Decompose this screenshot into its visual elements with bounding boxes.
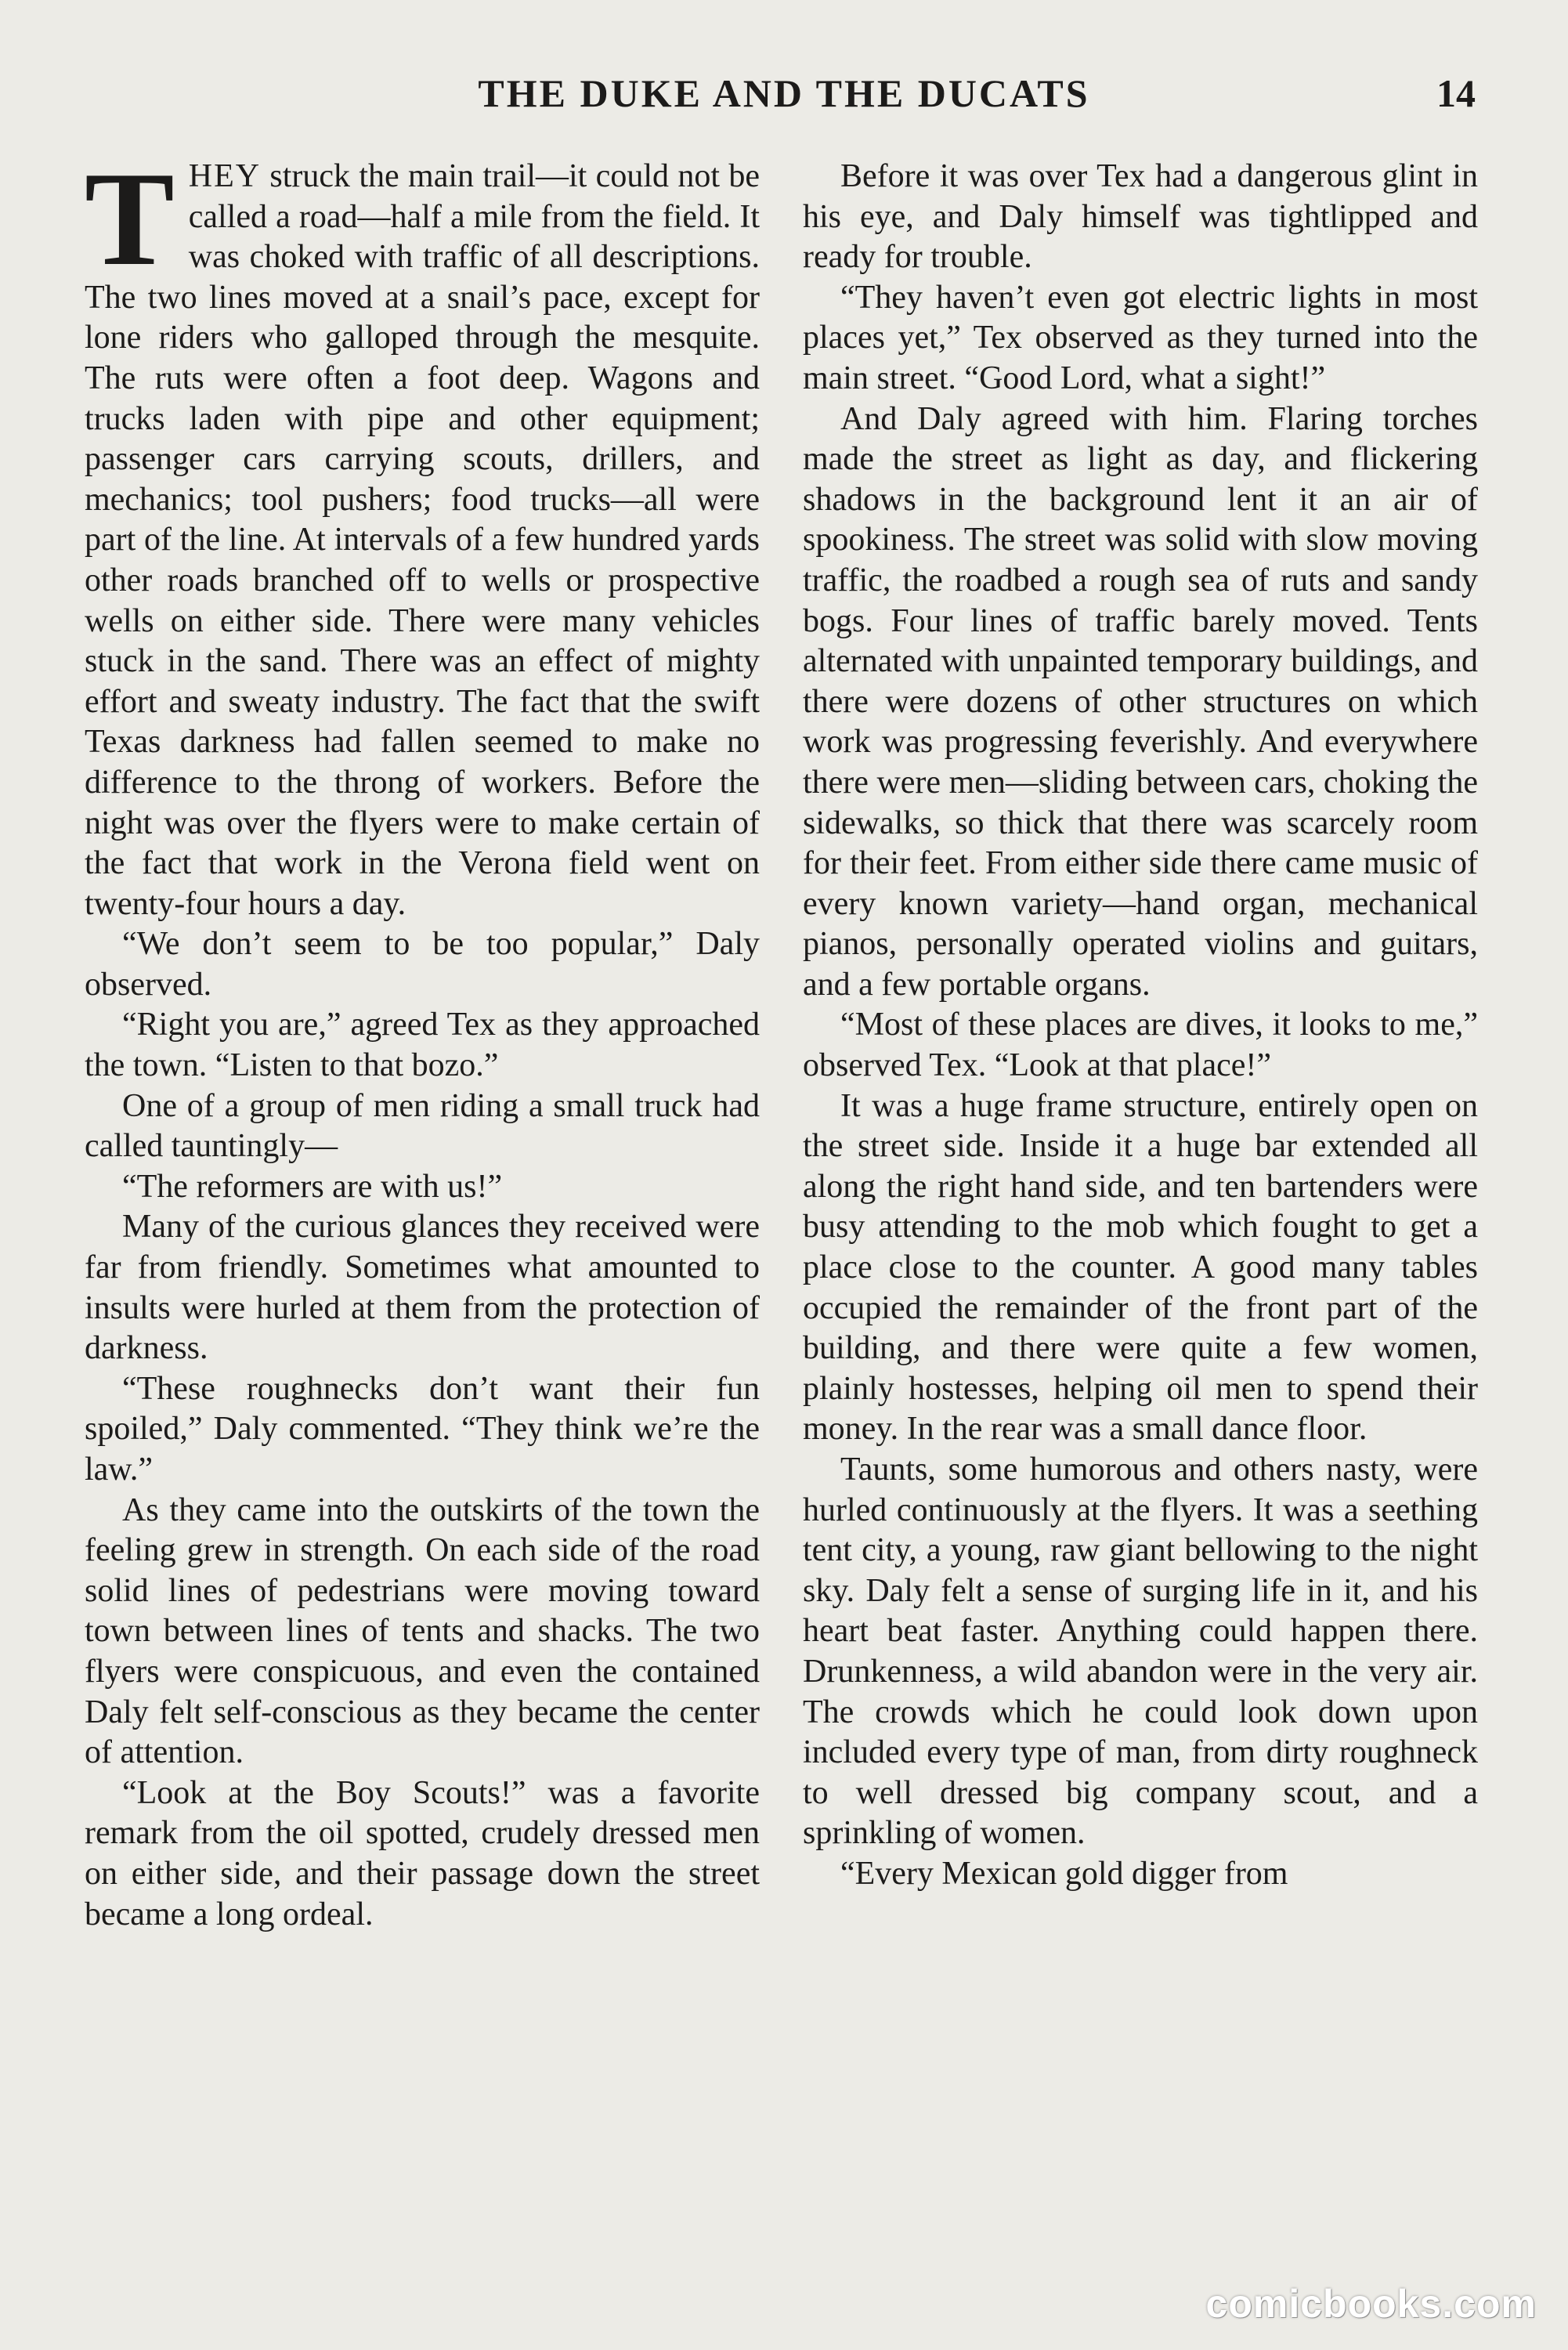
- paragraph: One of a group of men riding a small truck had called tauntingly—: [85, 1087, 760, 1165]
- paragraph: [85, 145, 760, 924]
- paragraph: As they came into the outskirts of the town the feeling grew in strength. On each side of the road solid lines of pedestrians were moving toward town between lines of tents and shacks. The two flyers were conspicuous, and even the contained Daly felt self-conscious as they became the center of attention.: [85, 1491, 760, 1771]
- drop-cap: T: [85, 145, 175, 294]
- page-number: 14: [1436, 71, 1476, 115]
- paragraph: “Right you are,” agreed Tex as they approached the town. “Listen to that bozo.”: [85, 1007, 760, 1084]
- paragraph: Taunts, some humorous and others nasty, were hurled continuously at the flyers. It was a seething tent city, a young, raw giant bellowing to the night sky. Daly felt a sense of surging life in it, and his heart beat faster. Anything could happen there. Drunkenness, a wild abandon were in the very air. The crowds which he could look down upon included every type of man, from dirty roughneck to well dressed big company scout, and a sprinkling of women.: [803, 1452, 1478, 1852]
- paragraph: It was a huge frame structure, entirely open on the street side. Inside it a huge bar extended all along the right hand side, and ten bartenders were busy attending to the mob which fought to get a place close to the counter. A good many tables occupied the remainder of the front part of the building, and there were quite a few women, plainly hostesses, helping oil men to spend their money. In the rear was a small dance floor.: [803, 1087, 1478, 1448]
- left-column: [85, 145, 760, 1935]
- paragraph: “We don’t seem to be too popular,” Daly observed.: [85, 926, 760, 1003]
- opening-word: HEY: [188, 158, 262, 194]
- paragraph: “Every Mexican gold digger from: [840, 1855, 1288, 1892]
- paragraph-text: struck the main trail—it could not be called a road—half a mile from the field. It was choked with traffic of all descriptions. The two lines moved at a snail’s pace, except for lone riders who galloped through the mesquite. The ruts were often a foot deep. Wagons and trucks laden with pipe and other equipment; passenger cars carrying scouts, drillers, and mechanics; tool pushers; food trucks—all were part of the line. At intervals of a few hundred yards other roads branched off to wells or prospective wells on either side. There were many vehicles stuck in the sand. There was an effect of mighty effort and sweaty industry. The fact that the swift Texas darkness had fallen seemed to make no difference to the throng of workers. Before the night was over the flyers were to make certain of the fact that work in the Verona field went on twenty-four hours a day.: [85, 158, 760, 922]
- running-title: THE DUKE AND THE DUCATS: [478, 71, 1090, 115]
- paragraph: “These roughnecks don’t want their fun spoiled,” Daly commented. “They think we’re the law.”: [85, 1370, 760, 1488]
- paragraph: Many of the curious glances they received were far from friendly. Sometimes what amounted to insults were hurled at them from the protection of darkness.: [85, 1209, 760, 1367]
- paragraph: “Look at the Boy Scouts!” was a favorite remark from the oil spotted, crudely dressed men on either side, and their passage down the street became a long ordeal.: [85, 1774, 760, 1932]
- watermark: comicbooks.com: [1205, 2282, 1537, 2326]
- paragraph: “The reformers are with us!”: [122, 1168, 503, 1205]
- right-column: [803, 157, 1478, 1895]
- paragraph: “Most of these places are dives, it looks to me,” observed Tex. “Look at that place!”: [803, 1007, 1478, 1084]
- paragraph: And Daly agreed with him. Flaring torches made the street as light as day, and flickering shadows in the background lent it an air of spookiness. The street was solid with slow moving traffic, the roadbed a rough sea of ruts and sandy bogs. Four lines of traffic barely moved. Tents alternated with unpainted temporary buildings, and there were dozens of other structures on which work was progressing feverishly. And everywhere there were men—sliding between cars, choking the sidewalks, so thick that there was scarcely room for their feet. From either side there came music of every known variety—hand organ, mechanical pianos, personally operated violins and guitars, and a few portable organs.: [803, 400, 1478, 1003]
- page-header: [0, 70, 1568, 118]
- paragraph: “They haven’t even got electric lights in most places yet,” Tex observed as they turned into the main street. “Good Lord, what a sight!”: [803, 279, 1478, 396]
- paragraph: Before it was over Tex had a dangerous glint in his eye, and Daly himself was tightlipped and ready for trouble.: [803, 158, 1478, 276]
